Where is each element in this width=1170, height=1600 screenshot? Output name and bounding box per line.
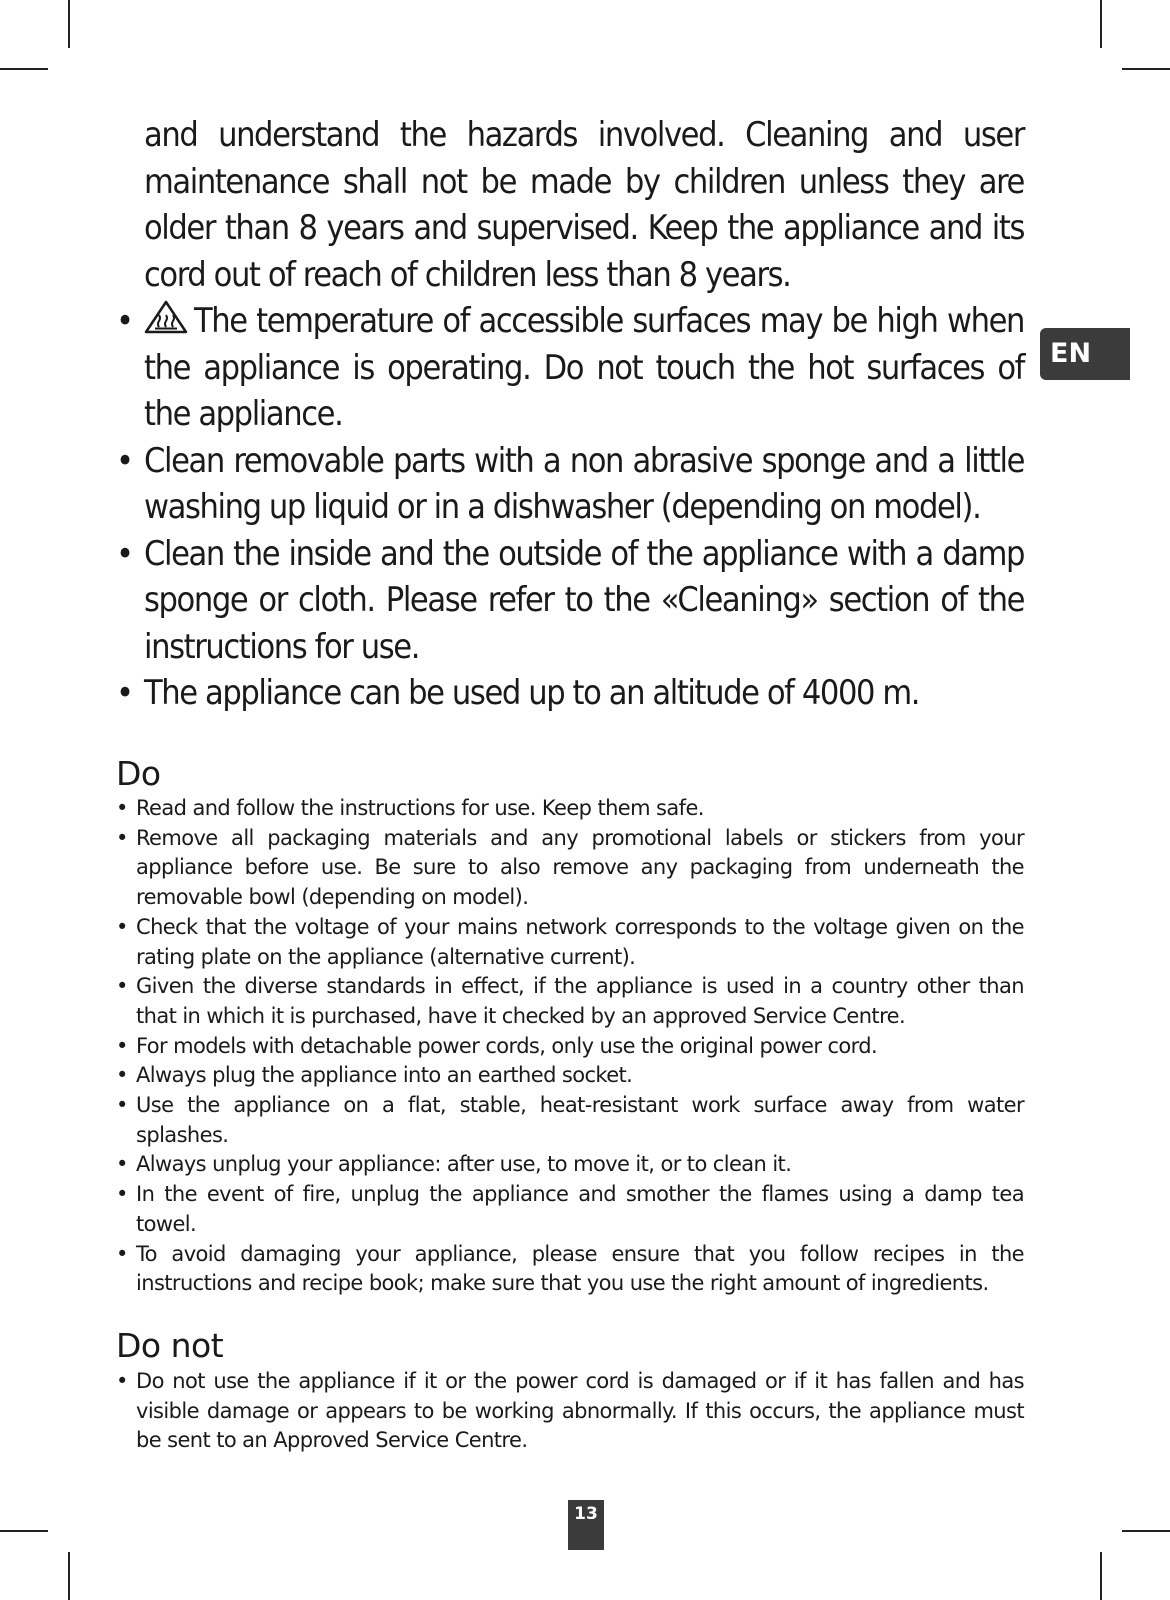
do-heading: Do <box>116 754 161 793</box>
list-item-altitude: • The appliance can be used up to an altitude of 4000 m. <box>116 670 1024 717</box>
list-item-hot-surface <box>116 298 1024 438</box>
hot-surface-warning-icon <box>144 300 188 334</box>
crop-mark <box>1100 0 1102 48</box>
list-item-clean-parts: • Clean removable parts with a non abrasive sponge and a little washing up liquid or in a dishwasher (depending on model). <box>116 438 1024 531</box>
list-item: • Read and follow the instructions for use. Keep them safe. <box>116 794 1024 824</box>
crop-mark <box>68 0 70 48</box>
crop-mark <box>1100 1552 1102 1600</box>
page-number: 13 <box>568 1500 604 1550</box>
list-item: • Always plug the appliance into an earthed socket. <box>116 1061 1024 1091</box>
list-item: • Always unplug your appliance: after use, to move it, or to clean it. <box>116 1150 1024 1180</box>
do-not-list <box>116 1367 1024 1456</box>
list-item: • Check that the voltage of your mains network corresponds to the voltage given on the rating plate on the appliance (alternative current). <box>116 913 1024 972</box>
crop-mark <box>1122 68 1170 70</box>
list-item: • Do not use the appliance if it or the power cord is damaged or if it has fallen and has visible damage or appears to be working abnormally. If this occurs, the appliance must be sent to an Approved Service Centre. <box>116 1367 1024 1456</box>
list-item: • For models with detachable power cords, only use the original power cord. <box>116 1032 1024 1062</box>
list-item: • In the event of fire, unplug the appliance and smother the flames using a damp tea towel. <box>116 1180 1024 1239</box>
safety-instructions-large <box>116 112 1024 717</box>
list-item: • Remove all packaging materials and any promotional labels or stickers from your appliance before use. Be sure to also remove any packaging from underneath the removable bowl (depending on model). <box>116 824 1024 913</box>
do-not-heading: Do not <box>116 1326 224 1365</box>
do-list <box>116 794 1024 1299</box>
crop-mark <box>68 1552 70 1600</box>
crop-mark <box>0 68 48 70</box>
intro-continuation: and understand the hazards involved. Cleaning and user maintenance shall not be made by children unless they are older than 8 years and supervised. Keep the appliance and its cord out of reach of children less than 8 years. <box>144 115 1024 295</box>
crop-mark <box>1122 1530 1170 1532</box>
list-item: • To avoid damaging your appliance, please ensure that you follow recipes in the instructions and recipe book; make sure that you use the right amount of ingredients. <box>116 1240 1024 1299</box>
list-item: • Given the diverse standards in effect, if the appliance is used in a country other than that in which it is purchased, have it checked by an approved Service Centre. <box>116 972 1024 1031</box>
list-item-text: The temperature of accessible surfaces may be high when the appliance is operating. Do not touch the hot surfaces of the appliance. <box>144 301 1024 434</box>
list-item: • Use the appliance on a flat, stable, heat-resistant work surface away from water splashes. <box>116 1091 1024 1150</box>
language-tab: EN <box>1040 328 1130 380</box>
list-item-clean-appliance: • Clean the inside and the outside of the appliance with a damp sponge or cloth. Please refer to the «Cleaning» section of the instructions for use. <box>116 531 1024 671</box>
crop-mark <box>0 1530 48 1532</box>
